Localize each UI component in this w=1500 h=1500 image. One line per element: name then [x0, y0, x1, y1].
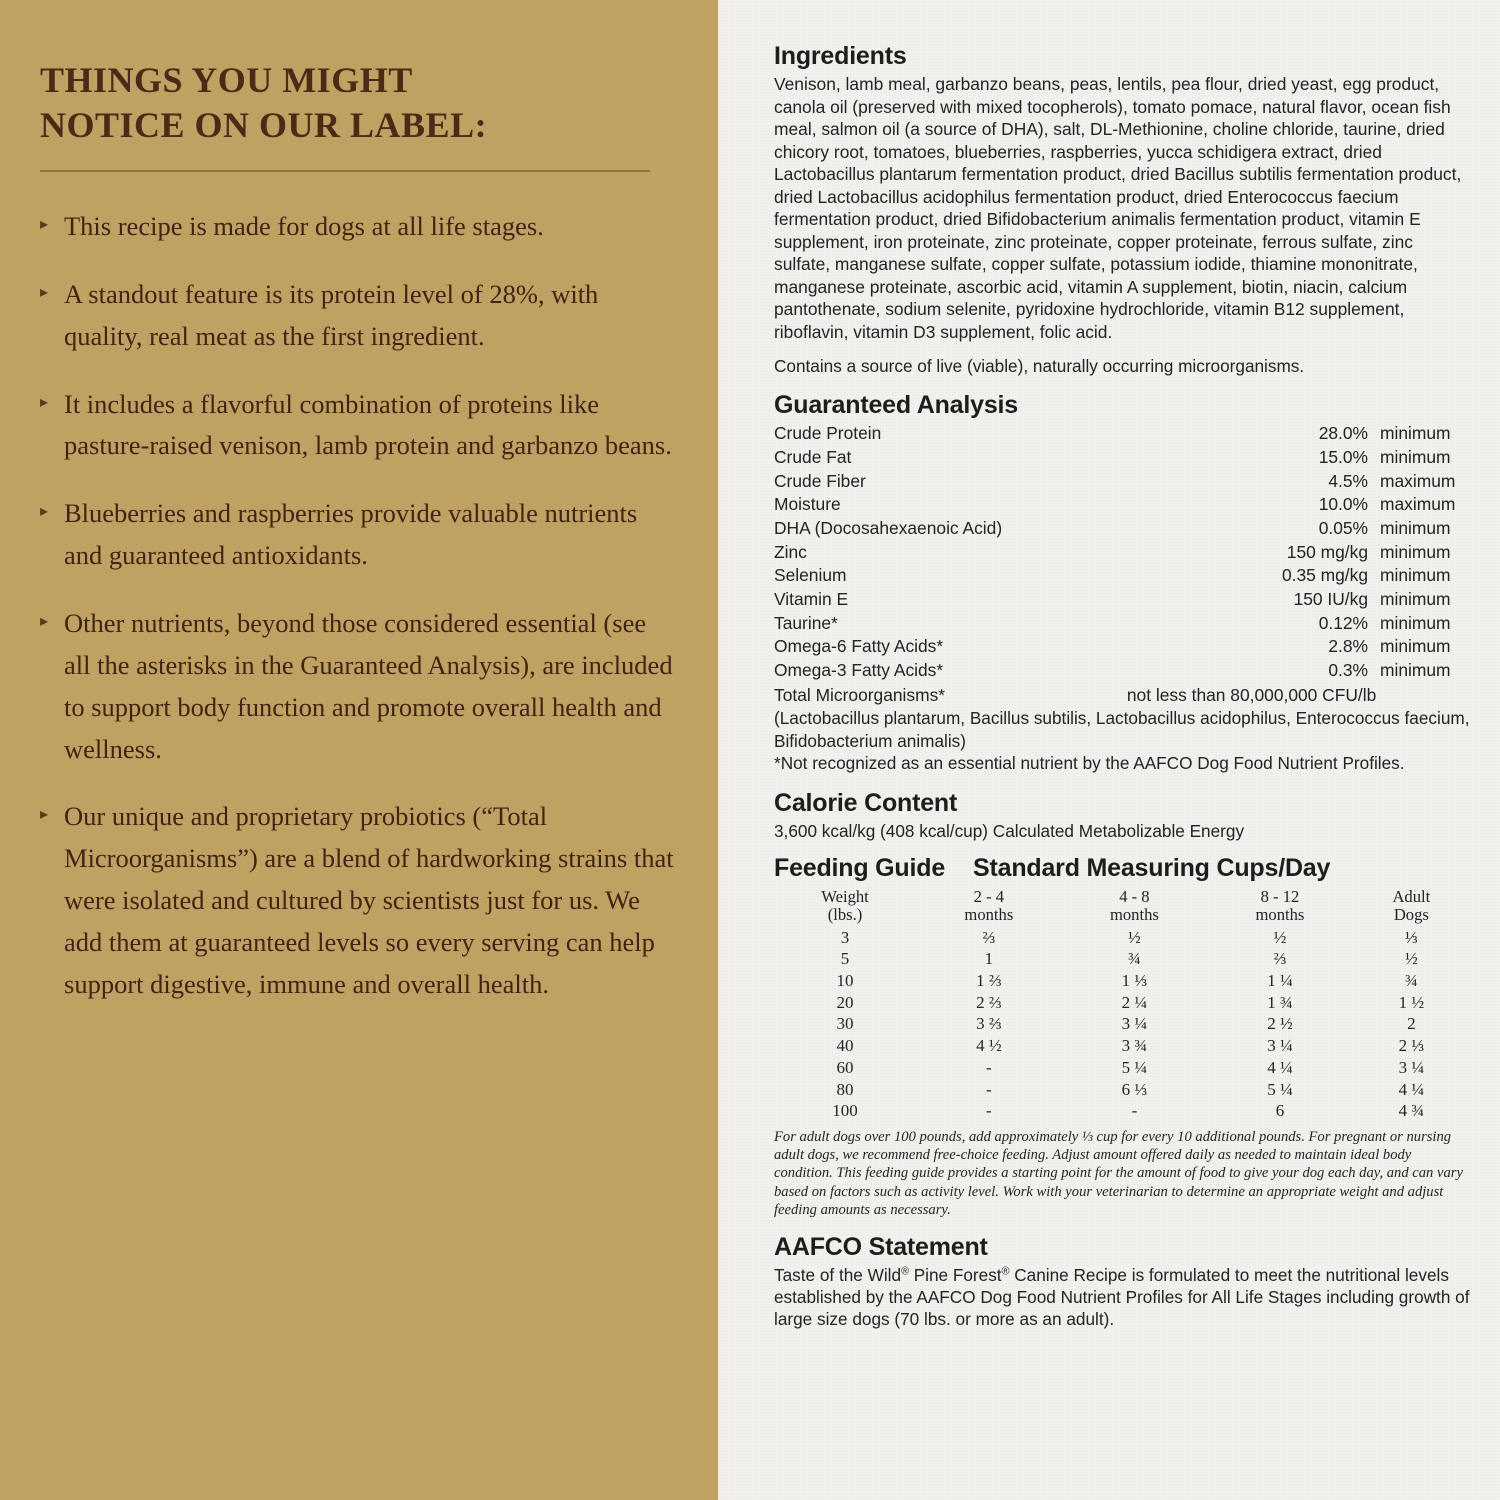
- guaranteed-analysis-section: [774, 391, 1470, 774]
- cell-8-12-months: ½: [1273, 927, 1287, 947]
- feeding-guide-heading: Feeding Guide: [774, 853, 946, 882]
- calorie-content-section: [774, 789, 1470, 842]
- cell-8-12-months: 1 ¼: [1267, 971, 1293, 990]
- aafco-statement: [774, 1264, 1470, 1331]
- nutrient-value: 10.0%: [1318, 494, 1368, 515]
- right-nutrition-panel: [718, 0, 1500, 1500]
- cell-weight: 80: [836, 1079, 854, 1099]
- table-row: [774, 659, 1470, 683]
- list-item: [40, 796, 678, 1005]
- column-header-2-4-months: [916, 888, 1062, 927]
- nutrient-value: 150 mg/kg: [1286, 541, 1368, 562]
- cell-2-4-months: 4 ½: [976, 1036, 1002, 1056]
- aafco-body: Canine Recipe is formulated to meet the nutritional levels established by the AAFCO Dog Food Nutrient Profiles for All Life Stages including growth of large size dogs (70 lbs. or more as an adult).: [774, 1264, 1470, 1330]
- table-row: [774, 1079, 1470, 1101]
- cell-4-8-months: 2 ¼: [1121, 992, 1148, 1012]
- cell-weight: 100: [832, 1101, 858, 1121]
- list-item: [40, 493, 678, 577]
- cell-2-4-months: ⅔: [982, 927, 996, 947]
- cell-8-12-months: 6: [1275, 1101, 1285, 1121]
- table-row: [774, 470, 1470, 494]
- list-item-text: Our unique and proprietary probiotics (“Total Microorganisms”) are a blend of hardworking strains that were isolated and cultured by scientists just for us. We add them at guaranteed levels so every serving can help support digestive, immune and overall health.: [64, 801, 674, 999]
- list-item: [40, 206, 678, 248]
- nutrient-value: 28.0%: [1318, 423, 1368, 444]
- table-row: [774, 1014, 1470, 1036]
- cell-4-8-months: -: [1131, 1101, 1138, 1121]
- column-header-line-2: months: [964, 905, 1014, 925]
- calorie-content-body: 3,600 kcal/kg (408 kcal/cup) Calculated Metabolizable Energy: [774, 820, 1245, 841]
- list-item-text: A standout feature is its protein level of 28%, with quality, real meat as the first ingredient.: [64, 278, 599, 351]
- cell-adult-dogs: ¾: [1404, 971, 1418, 990]
- cell-2-4-months: -: [986, 1057, 992, 1077]
- nutrient-name: Taurine*: [774, 612, 838, 633]
- triangle-bullet-icon: ▸: [40, 216, 49, 233]
- nutrient-name: Crude Fiber: [774, 470, 866, 491]
- cell-8-12-months: 5 ¼: [1267, 1079, 1293, 1099]
- left-highlights-panel: [0, 0, 718, 1500]
- nutrient-qualifier: minimum: [1380, 518, 1451, 539]
- nutrient-value: 0.35 mg/kg: [1281, 565, 1368, 586]
- guaranteed-analysis-footnote: *Not recognized as an essential nutrient by the AAFCO Dog Food Nutrient Profiles.: [774, 753, 1405, 774]
- cell-weight: 3: [840, 927, 850, 947]
- cell-4-8-months: 3 ¾: [1121, 1036, 1148, 1056]
- column-header-line-1: 2 - 4: [973, 886, 1005, 906]
- table-row: [774, 564, 1470, 588]
- list-item-text: Blueberries and raspberries provide valuable nutrients and guaranteed antioxidants.: [64, 498, 638, 571]
- table-row: [774, 1057, 1470, 1079]
- ingredients-contains-note: Contains a source of live (viable), naturally occurring microorganisms.: [774, 356, 1305, 377]
- cell-8-12-months: 2 ½: [1267, 1014, 1293, 1034]
- cell-2-4-months: 1 ⅔: [976, 971, 1002, 990]
- table-row: [774, 422, 1470, 446]
- cell-4-8-months: 3 ¼: [1121, 1014, 1148, 1034]
- cell-2-4-months: -: [986, 1079, 992, 1099]
- nutrient-name: Moisture: [774, 494, 841, 515]
- table-row: [774, 971, 1470, 993]
- column-header-line-1: 8 - 12: [1260, 886, 1300, 906]
- cell-2-4-months: 3 ⅔: [976, 1014, 1002, 1034]
- registered-mark-icon: ®: [901, 1264, 909, 1277]
- nutrient-name: DHA (Docosahexaenoic Acid): [774, 518, 1003, 539]
- column-header-4-8-months: [1062, 888, 1208, 927]
- feeding-guide-table: [774, 888, 1470, 1123]
- cell-adult-dogs: 2: [1407, 1014, 1416, 1034]
- cell-4-8-months: ¾: [1128, 949, 1141, 969]
- cell-adult-dogs: 4 ¾: [1398, 1101, 1425, 1121]
- table-row: [774, 949, 1470, 971]
- table-row: [774, 1101, 1470, 1123]
- table-row: [774, 927, 1470, 949]
- page-title-line-1: THINGS YOU MIGHT: [40, 60, 413, 100]
- table-row: [774, 612, 1470, 636]
- column-header-line-2: Dogs: [1393, 905, 1429, 925]
- nutrient-name: Vitamin E: [774, 589, 849, 610]
- column-header-line-1: Adult: [1392, 886, 1431, 906]
- feeding-guide-header: [774, 854, 1470, 885]
- table-row: [774, 517, 1470, 541]
- column-header-adult-dogs: [1353, 888, 1470, 927]
- list-item: [40, 384, 678, 468]
- table-header-row: [774, 888, 1470, 927]
- nutrient-value: 15.0%: [1318, 447, 1368, 468]
- cell-8-12-months: 1 ¾: [1267, 992, 1293, 1012]
- cell-adult-dogs: ½: [1404, 949, 1418, 969]
- ingredients-section: [774, 42, 1470, 377]
- table-row: [774, 635, 1470, 659]
- list-item-text: It includes a flavorful combination of proteins like pasture-raised venison, lamb protein and garbanzo beans.: [64, 388, 672, 461]
- microorganisms-value: not less than 80,000,000 CFU/lb: [1126, 684, 1377, 705]
- page-title: [40, 58, 678, 148]
- column-header-line-1: Weight: [821, 886, 869, 906]
- aafco-brand: Taste of the Wild: [774, 1264, 902, 1285]
- nutrient-name: Crude Fat: [774, 447, 852, 468]
- table-row: [774, 541, 1470, 565]
- title-divider: [40, 170, 650, 172]
- nutrient-qualifier: minimum: [1380, 565, 1451, 586]
- cell-4-8-months: 6 ⅓: [1121, 1079, 1148, 1099]
- ingredients-body: Venison, lamb meal, garbanzo beans, peas, lentils, pea flour, dried yeast, egg product, canola oil (preserved with mixed tocopherols), tomato pomace, natural flavor, ocean fish meal, salmon oil (a source of DHA), salt, DL-Methionine, choline chloride, taurine, dried chicory root, tomatoes, blueberries, raspberries, yucca schidigera extract, dried Lactobacillus plantarum fermentation product, dried Bacillus subtilis fermentation product, dried Lactobacillus acidophilus fermentation product, dried Enterococcus faecium fermentation product, dried Bifidobacterium animalis fermentation product, vitamin E supplement, iron proteinate, zinc proteinate, copper proteinate, ferrous sulfate, zinc sulfate, manganese sulfate, copper sulfate, potassium iodide, thiamine mononitrate, manganese proteinate, ascorbic acid, vitamin A supplement, biotin, niacin, calcium pantothenate, sodium selenite, pyridoxine hydrochloride, vitamin B12 supplement, riboflavin, vitamin D3 supplement, folic acid.: [774, 74, 1462, 342]
- microorganisms-detail: (Lactobacillus plantarum, Bacillus subtilis, Lactobacillus acidophilus, Enterococcus faecium, Bifidobacterium animalis): [774, 708, 1470, 751]
- column-header-line-2: months: [1109, 905, 1159, 925]
- table-row: [774, 683, 1470, 708]
- nutrient-name: Omega-6 Fatty Acids*: [774, 636, 944, 657]
- nutrient-value: 150 IU/kg: [1293, 589, 1368, 610]
- table-row: [774, 588, 1470, 612]
- nutrient-qualifier: minimum: [1380, 589, 1451, 610]
- cell-8-12-months: ⅔: [1273, 949, 1287, 969]
- column-header-8-12-months: [1207, 888, 1353, 927]
- nutrient-qualifier: maximum: [1380, 470, 1456, 491]
- nutrient-value: 0.12%: [1318, 612, 1368, 633]
- nutrient-qualifier: minimum: [1380, 447, 1451, 468]
- feeding-guide-note: For adult dogs over 100 pounds, add approximately ⅓ cup for every 10 additional pounds. For pregnant or nursing adult dogs, we recommend free-choice feeding. Adjust amount offered daily as needed to maintain ideal body condition. This feeding guide provides a starting point for the amount of food to give your dog each day, and can vary based on factors such as activity level. Work with your veterinarian to determine an appropriate weight and adjust feeding amounts as necessary.: [774, 1128, 1463, 1219]
- triangle-bullet-icon: ▸: [40, 283, 49, 301]
- cell-adult-dogs: ⅓: [1404, 927, 1418, 947]
- cell-8-12-months: 3 ¼: [1267, 1036, 1293, 1056]
- nutrient-qualifier: minimum: [1380, 612, 1451, 633]
- table-row: [774, 992, 1470, 1014]
- registered-mark-icon: ®: [1001, 1264, 1010, 1277]
- aafco-section: [774, 1233, 1470, 1331]
- nutrient-qualifier: maximum: [1380, 494, 1456, 515]
- column-header-line-2: (lbs.): [827, 905, 863, 925]
- nutrient-value: 0.3%: [1328, 660, 1368, 681]
- triangle-bullet-icon: ▸: [40, 393, 49, 411]
- table-row: [774, 1036, 1470, 1058]
- list-item: [40, 603, 678, 770]
- highlight-list: [40, 206, 678, 1006]
- cell-weight: 30: [836, 1014, 854, 1034]
- cell-adult-dogs: 3 ¼: [1398, 1057, 1425, 1077]
- table-row: [774, 446, 1470, 470]
- nutrient-qualifier: minimum: [1380, 660, 1451, 681]
- cell-4-8-months: ½: [1128, 927, 1141, 947]
- cell-adult-dogs: 2 ⅓: [1398, 1036, 1425, 1056]
- guaranteed-analysis-heading: Guaranteed Analysis: [774, 391, 1018, 420]
- column-header-line-1: 4 - 8: [1119, 886, 1150, 906]
- ingredients-heading: Ingredients: [774, 42, 907, 70]
- feeding-guide-subheading: Standard Measuring Cups/Day: [973, 853, 1331, 882]
- cell-2-4-months: 1: [984, 949, 994, 969]
- list-item-text: This recipe is made for dogs at all life stages.: [64, 211, 544, 241]
- cell-4-8-months: 1 ⅓: [1121, 971, 1148, 990]
- nutrient-value: 2.8%: [1328, 636, 1368, 657]
- microorganisms-label: Total Microorganisms*: [774, 684, 946, 705]
- table-row: [774, 493, 1470, 517]
- nutrient-name: Selenium: [774, 565, 847, 586]
- column-header-weight: [774, 888, 916, 927]
- cell-8-12-months: 4 ¼: [1267, 1057, 1293, 1077]
- nutrient-name: Zinc: [774, 541, 807, 562]
- list-item-text: Other nutrients, beyond those considered essential (see all the asterisks in the Guaranteed Analysis), are included to support body function and promote overall health and wellness.: [64, 608, 673, 764]
- page-title-line-2: NOTICE ON OUR LABEL:: [40, 105, 488, 145]
- nutrient-name: Crude Protein: [774, 423, 882, 444]
- nutrient-name: Omega-3 Fatty Acids*: [774, 660, 944, 681]
- cell-2-4-months: 2 ⅔: [976, 992, 1002, 1012]
- nutrient-qualifier: minimum: [1380, 636, 1451, 657]
- aafco-recipe: Pine Forest: [908, 1264, 1002, 1285]
- list-item: [40, 274, 678, 358]
- triangle-bullet-icon: ▸: [40, 613, 49, 631]
- guaranteed-analysis-table: [774, 422, 1470, 707]
- cell-adult-dogs: 1 ½: [1398, 992, 1425, 1012]
- feeding-guide-section: [774, 854, 1470, 1220]
- aafco-heading: AAFCO Statement: [774, 1232, 988, 1261]
- cell-4-8-months: 5 ¼: [1121, 1057, 1148, 1077]
- cell-2-4-months: -: [986, 1101, 992, 1121]
- cell-weight: 40: [836, 1036, 854, 1056]
- nutrient-qualifier: minimum: [1380, 423, 1451, 444]
- cell-weight: 10: [836, 971, 854, 990]
- cell-weight: 60: [836, 1057, 854, 1077]
- cell-adult-dogs: 4 ¼: [1398, 1079, 1425, 1099]
- triangle-bullet-icon: ▸: [40, 806, 49, 824]
- nutrient-qualifier: minimum: [1380, 541, 1451, 562]
- triangle-bullet-icon: ▸: [40, 503, 49, 521]
- cell-weight: 20: [836, 992, 854, 1012]
- column-header-line-2: months: [1255, 905, 1305, 925]
- cell-weight: 5: [840, 949, 850, 969]
- calorie-content-heading: Calorie Content: [774, 788, 958, 817]
- nutrient-value: 4.5%: [1328, 470, 1368, 491]
- nutrient-value: 0.05%: [1318, 518, 1368, 539]
